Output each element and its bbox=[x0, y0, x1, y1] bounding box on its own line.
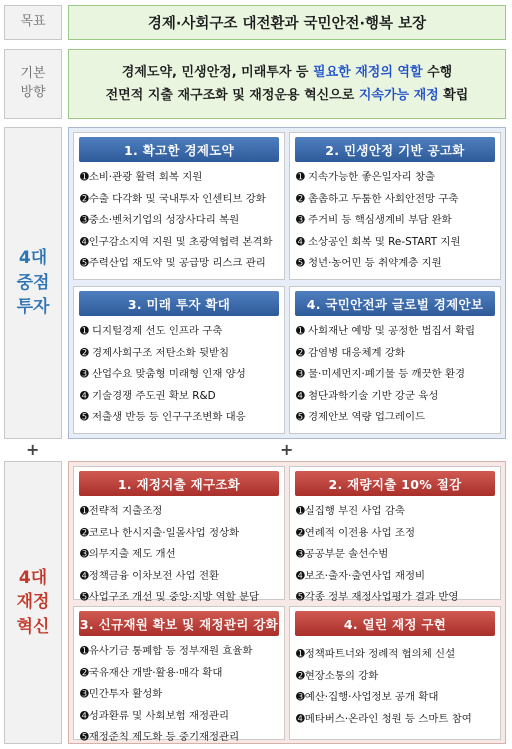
list-item: ➋현장소통의 강화 bbox=[296, 669, 379, 682]
list-item: ➌ 주거비 등 핵심생계비 부담 완화 bbox=[296, 214, 452, 226]
basic-line1-highlight: 필요한 재정의 역할 bbox=[313, 64, 423, 80]
list-item: ➋ 경제사회구조 저탄소화 뒷받침 bbox=[80, 346, 230, 359]
investment-card bbox=[73, 132, 285, 280]
list-item: ➊정책파트너와 정례적 협의체 신설 bbox=[296, 648, 456, 660]
list-item: ➍ 기술경쟁 주도권 확보 R&D bbox=[80, 389, 216, 402]
basic-label-line2: 방향 bbox=[20, 85, 46, 100]
investment-card bbox=[73, 286, 285, 434]
investment-section bbox=[68, 127, 506, 439]
basic-label-line1: 기본 bbox=[20, 66, 46, 82]
investment-label bbox=[4, 127, 62, 439]
card-list bbox=[74, 162, 284, 275]
list-item: ➎재정준칙 제도화 등 중기재정관리 bbox=[80, 731, 240, 743]
card-list bbox=[290, 636, 500, 730]
reform-card bbox=[73, 606, 285, 743]
reform-label-line1: 4대 bbox=[18, 567, 48, 588]
list-item: ➋ 감염병 대응체계 강화 bbox=[296, 346, 405, 359]
basic-direction-label bbox=[4, 49, 62, 119]
goal-label bbox=[4, 5, 62, 40]
list-item: ➊유사기금 통폐합 등 정부재원 효율화 bbox=[80, 645, 253, 657]
list-item: ➎ 청년·농어민 등 취약계층 지원 bbox=[296, 257, 442, 269]
reform-section bbox=[68, 461, 506, 744]
reform-label-line3: 혁신 bbox=[16, 616, 50, 637]
list-item: ➊ 지속가능한 좋은일자리 창출 bbox=[296, 171, 436, 183]
goal-text: 경제·사회구조 대전환과 국민안전·행복 보장 bbox=[147, 16, 427, 32]
card-list bbox=[290, 496, 500, 609]
card-header: 1. 재정지출 재구조화 bbox=[79, 471, 279, 496]
card-list bbox=[290, 316, 500, 429]
list-item: ➌공공부문 솔선수범 bbox=[296, 548, 389, 560]
basic-line2-highlight: 지속가능 재정 bbox=[358, 88, 439, 103]
list-item: ➊ 디지털경제 선도 인프라 구축 bbox=[80, 325, 223, 337]
list-item: ➍메타버스·온라인 청원 등 스마트 참여 bbox=[296, 712, 472, 725]
list-item: ➍ 첨단과학기술 기반 강군 육성 bbox=[296, 389, 439, 402]
list-item: ➌ 물·미세먼지·폐기물 등 깨끗한 환경 bbox=[296, 368, 466, 380]
reform-card bbox=[73, 466, 285, 603]
basic-direction-line2 bbox=[106, 84, 469, 107]
card-list bbox=[74, 636, 284, 749]
card-header: 4. 국민안전과 글로벌 경제안보 bbox=[295, 291, 495, 316]
invest-label-line2: 중점 bbox=[16, 272, 50, 293]
list-item: ➎ 저출생 반등 등 인구구조변화 대응 bbox=[80, 411, 246, 423]
goal-label-text: 목표 bbox=[20, 14, 46, 30]
basic-line2-end: 확립 bbox=[438, 88, 469, 103]
basic-direction-box bbox=[68, 49, 506, 119]
plus-center-text: + bbox=[280, 440, 294, 459]
basic-line1-text: 경제도약, 민생안정, 미래투자 등 bbox=[121, 64, 314, 80]
card-list bbox=[74, 496, 284, 609]
basic-line1-end: 수행 bbox=[422, 64, 453, 80]
card-header: 3. 신규재원 확보 및 재정관리 강화 bbox=[79, 611, 279, 636]
goal-box bbox=[68, 5, 506, 40]
list-item: ➌중소·벤처기업의 성장사다리 복원 bbox=[80, 214, 240, 226]
plus-center bbox=[280, 440, 293, 459]
list-item: ➍정책금융 이차보전 사업 전환 bbox=[80, 569, 220, 582]
list-item: ➎각종 정부 재정사업평가 결과 반영 bbox=[296, 591, 459, 603]
list-item: ➋국유재산 개발·활용·매각 확대 bbox=[80, 666, 223, 679]
list-item: ➎ 경제안보 역량 업그레이드 bbox=[296, 411, 426, 423]
list-item: ➊전략적 지출조정 bbox=[80, 505, 163, 517]
plus-left bbox=[26, 440, 39, 459]
list-item: ➊소비·관광 활력 회복 지원 bbox=[80, 171, 203, 183]
card-list bbox=[290, 162, 500, 275]
list-item: ➍인구감소지역 지원 및 초광역협력 본격화 bbox=[80, 235, 273, 248]
card-header: 3. 미래 투자 확대 bbox=[79, 291, 279, 316]
basic-direction-line1 bbox=[122, 61, 452, 84]
invest-label-line3: 투자 bbox=[16, 297, 50, 318]
card-header: 2. 민생안정 기반 공고화 bbox=[295, 137, 495, 162]
list-item: ➌ 산업수요 맞춤형 미래형 인재 양성 bbox=[80, 368, 246, 380]
list-item: ➍보조·출자·출연사업 재정비 bbox=[296, 569, 426, 582]
investment-card bbox=[289, 286, 501, 434]
list-item: ➌의무지출 제도 개선 bbox=[80, 548, 176, 560]
plus-left-text: + bbox=[26, 440, 40, 459]
reform-card bbox=[289, 466, 501, 603]
list-item: ➍ 소상공인 회복 및 Re-START 지원 bbox=[296, 235, 461, 248]
investment-card bbox=[289, 132, 501, 280]
reform-label bbox=[4, 461, 62, 744]
list-item: ➎사업구조 개선 및 중앙·지방 역할 분담 bbox=[80, 591, 260, 603]
card-header: 1. 확고한 경제도약 bbox=[79, 137, 279, 162]
card-header: 2. 재량지출 10% 절감 bbox=[295, 471, 495, 496]
list-item: ➋수출 다각화 및 국내투자 인센티브 강화 bbox=[80, 192, 266, 205]
list-item: ➋코로나 한시지출·일몰사업 정상화 bbox=[80, 526, 240, 539]
list-item: ➊ 사회재난 예방 및 공정한 법집서 확립 bbox=[296, 325, 476, 337]
basic-line2-text: 전면적 지출 재구조화 및 재정운용 혁신으로 bbox=[105, 88, 359, 103]
list-item: ➎주력산업 재도약 및 공급망 리스크 관리 bbox=[80, 257, 266, 269]
list-item: ➌예산·집행·사업정보 공개 확대 bbox=[296, 691, 439, 703]
invest-label-line1: 4대 bbox=[18, 248, 48, 269]
list-item: ➌민간투자 활성화 bbox=[80, 688, 163, 700]
card-header: 4. 열린 재정 구현 bbox=[295, 611, 495, 636]
list-item: ➋연례적 이전용 사업 조정 bbox=[296, 526, 415, 539]
list-item: ➍성과환류 및 사회보험 재정관리 bbox=[80, 709, 230, 722]
card-list bbox=[74, 316, 284, 429]
reform-card bbox=[289, 606, 501, 740]
reform-label-line2: 재정 bbox=[16, 592, 50, 613]
list-item: ➊실집행 부진 사업 감축 bbox=[296, 505, 405, 517]
list-item: ➋ 촘촘하고 두툼한 사회안전망 구축 bbox=[296, 192, 459, 205]
